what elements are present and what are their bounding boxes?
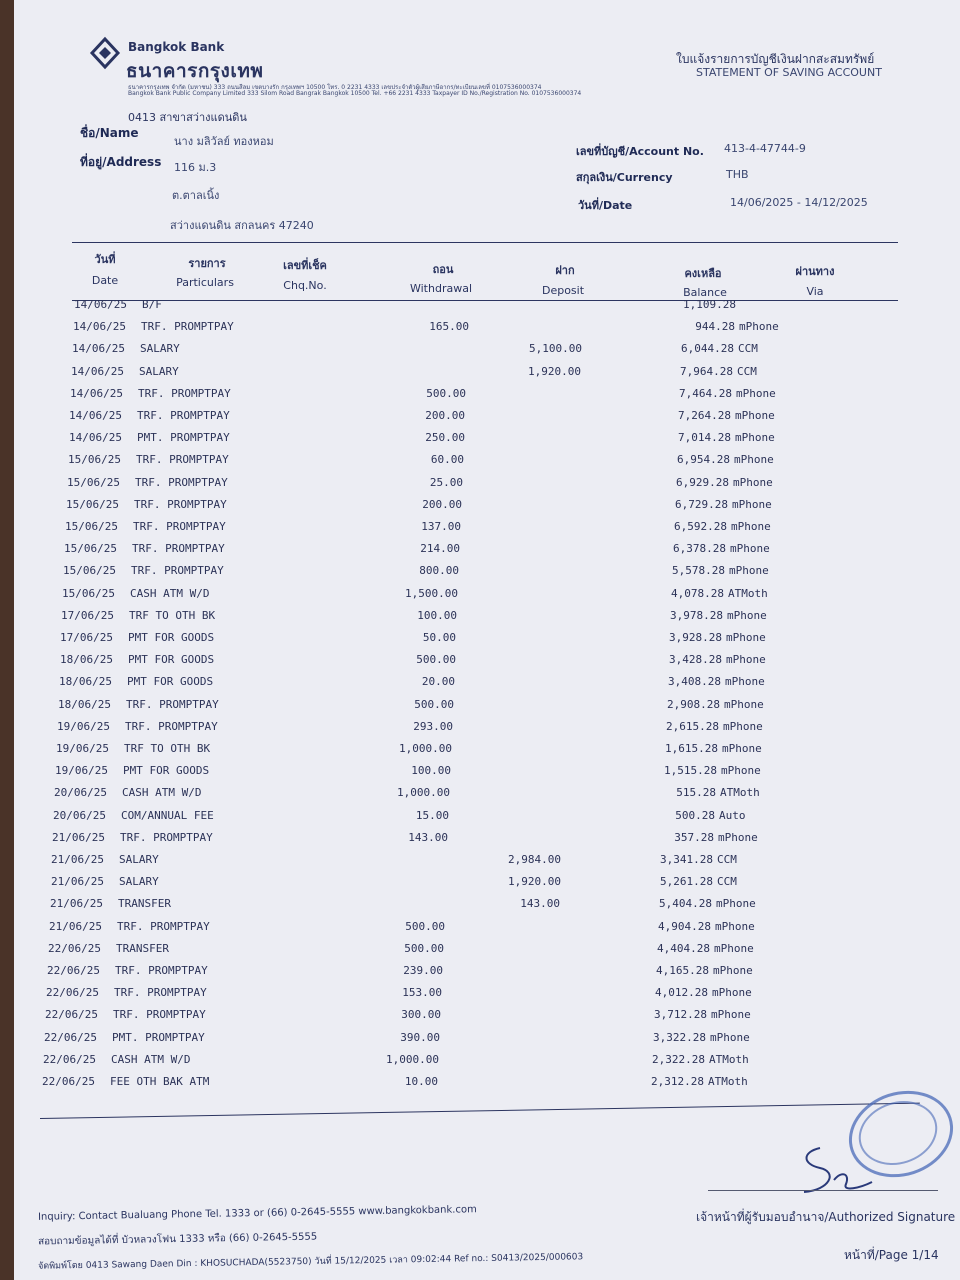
via-cell: mPhone [730, 542, 770, 556]
table-row [0, 453, 946, 469]
via-cell: mPhone [715, 919, 755, 933]
via-cell: ATMoth [709, 1052, 749, 1066]
balance-cell: 944.28 [695, 320, 735, 334]
header-balance-en: Balance [683, 286, 727, 299]
withdrawal-cell: 200.00 [425, 409, 465, 422]
via-cell: mPhone [731, 520, 771, 533]
balance-cell: 6,044.28 [681, 342, 734, 356]
balance-cell: 4,165.28 [656, 964, 709, 977]
table-row [0, 298, 946, 314]
particulars-cell: TRANSFER [118, 897, 171, 911]
date-label: วันที่/Date [578, 199, 633, 212]
particulars-cell: TRF. PROMPTPAY [114, 986, 207, 1000]
date-cell: 22/06/25 [45, 1008, 98, 1022]
particulars-cell: CASH ATM W/D [111, 1052, 191, 1066]
via-cell: CCM [717, 853, 737, 866]
date-cell: 15/06/25 [62, 586, 115, 600]
table-row [0, 698, 946, 714]
via-cell: CCM [737, 364, 757, 378]
particulars-cell: TRF. PROMPTPAY [141, 320, 234, 334]
particulars-cell: TRF. PROMPTPAY [126, 697, 219, 711]
withdrawal-cell: 1,000.00 [397, 786, 450, 800]
balance-cell: 1,515.28 [664, 764, 717, 778]
header-deposit-en: Deposit [541, 284, 585, 297]
withdrawal-cell: 100.00 [417, 608, 457, 622]
header-withdrawal-en: Withdrawal [409, 282, 472, 295]
table-row [0, 520, 946, 536]
header-withdrawal-th: ถอน [432, 263, 454, 276]
date-cell: 21/06/25 [49, 919, 102, 933]
date-cell: 22/06/25 [44, 1030, 97, 1044]
via-cell: mPhone [739, 320, 779, 334]
balance-cell: 3,978.28 [670, 608, 723, 622]
via-cell: mPhone [711, 1008, 751, 1022]
particulars-cell: TRF. PROMPTPAY [117, 919, 210, 933]
particulars-cell: SALARY [119, 853, 159, 866]
balance-cell: 3,408.28 [668, 675, 721, 689]
statement-title-th: ใบแจ้งรายการบัญชีเงินฝากสะสมทรัพย์ [676, 52, 875, 66]
footer-inquiry-en: Inquiry: Contact Bualuang Phone Tel. 1333 or (66) 0-2645-5555 www.bangkokbank.com [37, 1204, 477, 1223]
table-row [0, 1008, 946, 1024]
table-row [0, 942, 946, 958]
withdrawal-cell: 500.00 [414, 697, 454, 711]
header-via-th: ผ่านทาง [795, 265, 835, 278]
date-cell: 14/06/25 [71, 364, 124, 378]
particulars-cell: PMT FOR GOODS [123, 764, 210, 778]
date-cell: 20/06/25 [53, 808, 106, 822]
particulars-cell: SALARY [119, 875, 159, 889]
via-cell: mPhone [732, 497, 772, 511]
date-cell: 22/06/25 [42, 1075, 95, 1088]
address-line-1: 116 ม.3 [174, 161, 217, 174]
table-row [0, 831, 946, 847]
withdrawal-cell: 250.00 [425, 431, 465, 445]
table-row [0, 365, 946, 381]
via-cell: mPhone [725, 675, 765, 689]
withdrawal-cell: 60.00 [430, 453, 464, 467]
table-row [0, 675, 946, 691]
withdrawal-cell: 100.00 [411, 764, 451, 778]
particulars-cell: TRF. PROMPTPAY [138, 386, 231, 400]
particulars-cell: SALARY [139, 364, 179, 378]
date-cell: 18/06/25 [60, 653, 113, 667]
balance-cell: 3,712.28 [654, 1008, 707, 1022]
table-row [0, 897, 946, 913]
header-date-en: Date [91, 274, 119, 287]
particulars-cell: TRF TO OTH BK [129, 608, 216, 622]
header-balance-th: คงเหลือ [684, 267, 722, 280]
table-row [0, 764, 946, 780]
balance-cell: 5,578.28 [672, 564, 725, 578]
account-number: 413-4-47744-9 [724, 142, 806, 155]
date-cell: 14/06/25 [69, 431, 122, 445]
table-row [0, 653, 946, 669]
date-cell: 21/06/25 [50, 897, 103, 911]
via-cell: mPhone [716, 897, 756, 911]
date-cell: 19/06/25 [57, 719, 110, 733]
table-row [0, 631, 946, 647]
balance-cell: 6,378.28 [673, 542, 726, 556]
table-row [0, 1075, 946, 1091]
balance-cell: 3,428.28 [669, 653, 722, 667]
withdrawal-cell: 1,500.00 [405, 586, 458, 600]
withdrawal-cell: 800.00 [419, 564, 459, 578]
particulars-cell: TRF. PROMPTPAY [120, 830, 213, 844]
date-cell: 14/06/25 [73, 320, 126, 334]
particulars-cell: CASH ATM W/D [130, 586, 210, 600]
table-row [0, 875, 946, 891]
withdrawal-cell: 153.00 [402, 986, 442, 1000]
balance-cell: 7,464.28 [679, 386, 732, 400]
via-cell: mPhone [723, 719, 763, 733]
bangkok-bank-logo-icon [88, 36, 122, 70]
particulars-cell: SALARY [140, 342, 180, 356]
particulars-cell: CASH ATM W/D [122, 786, 202, 800]
particulars-cell: TRF. PROMPTPAY [125, 719, 218, 733]
via-cell: mPhone [714, 941, 754, 955]
date-cell: 15/06/25 [67, 475, 120, 489]
balance-cell: 6,954.28 [677, 453, 730, 467]
withdrawal-cell: 1,000.00 [399, 742, 452, 755]
table-row [0, 587, 946, 603]
date-cell: 22/06/25 [43, 1052, 96, 1066]
date-cell: 15/06/25 [63, 564, 116, 578]
balance-cell: 6,929.28 [676, 475, 729, 489]
date-cell: 22/06/25 [46, 986, 99, 1000]
table-row [0, 387, 946, 403]
date-cell: 15/06/25 [68, 453, 121, 467]
date-cell: 22/06/25 [47, 964, 100, 977]
via-cell: mPhone [712, 986, 752, 1000]
page-number: หน้าที่/Page 1/14 [844, 1248, 939, 1262]
table-row [0, 920, 946, 936]
date-cell: 18/06/25 [59, 675, 112, 689]
particulars-cell: TRF. PROMPTPAY [135, 475, 228, 489]
particulars-cell: TRF. PROMPTPAY [136, 453, 229, 467]
withdrawal-cell: 293.00 [413, 719, 453, 733]
via-cell: mPhone [736, 386, 776, 400]
table-top-rule [72, 242, 898, 243]
particulars-cell: TRF. PROMPTPAY [134, 497, 227, 511]
via-cell: CCM [738, 342, 758, 356]
particulars-cell: B/F [142, 298, 162, 311]
via-cell: mPhone [721, 764, 761, 778]
date-cell: 15/06/25 [66, 497, 119, 511]
withdrawal-cell: 15.00 [415, 808, 449, 822]
particulars-cell: TRF. PROMPTPAY [115, 964, 208, 977]
date-cell: 14/06/25 [74, 298, 127, 311]
table-row [0, 409, 946, 425]
balance-cell: 515.28 [676, 786, 716, 800]
header-chq-en: Chq.No. [283, 279, 327, 292]
date-range: 14/06/2025 - 14/12/2025 [730, 196, 868, 209]
via-cell: mPhone [710, 1030, 750, 1044]
via-cell: mPhone [729, 564, 769, 578]
via-cell: mPhone [713, 964, 753, 977]
account-number-label: เลขที่บัญชี/Account No. [576, 145, 704, 158]
balance-cell: 500.28 [675, 808, 715, 822]
withdrawal-cell: 214.00 [420, 542, 460, 556]
balance-cell: 7,014.28 [678, 431, 731, 445]
via-cell: mPhone [724, 697, 764, 711]
particulars-cell: PMT FOR GOODS [128, 631, 215, 644]
bank-name-en: Bangkok Bank [128, 40, 225, 54]
balance-cell: 7,964.28 [680, 364, 733, 378]
withdrawal-cell: 165.00 [429, 320, 469, 334]
balance-cell: 7,264.28 [678, 409, 731, 422]
table-row [0, 786, 946, 802]
date-cell: 17/06/25 [60, 631, 113, 644]
balance-cell: 3,928.28 [669, 631, 722, 644]
balance-cell: 2,322.28 [652, 1052, 705, 1066]
via-cell: mPhone [735, 409, 775, 422]
header-via-en: Via [806, 285, 824, 298]
particulars-cell: PMT FOR GOODS [128, 653, 215, 667]
currency-value: THB [726, 168, 749, 181]
bank-name-th: ธนาคารกรุงเทพ [126, 60, 264, 82]
particulars-cell: COM/ANNUAL FEE [121, 808, 214, 822]
withdrawal-cell: 25.00 [429, 475, 463, 489]
particulars-cell: TRF. PROMPTPAY [113, 1008, 206, 1022]
header-date-th: วันที่ [94, 253, 116, 266]
withdrawal-cell: 390.00 [400, 1030, 440, 1044]
address-line-2: ต.ตาลเนิ้ง [172, 189, 220, 202]
date-cell: 14/06/25 [70, 386, 123, 400]
statement-title-en: STATEMENT OF SAVING ACCOUNT [696, 66, 882, 79]
withdrawal-cell: 1,000.00 [386, 1052, 439, 1066]
address-label: ที่อยู่/Address [80, 155, 162, 169]
withdrawal-cell: 20.00 [421, 675, 455, 689]
date-cell: 21/06/25 [51, 853, 104, 866]
balance-cell: 5,404.28 [659, 897, 712, 911]
table-row [0, 609, 946, 625]
balance-cell: 4,904.28 [658, 919, 711, 933]
date-cell: 19/06/25 [55, 764, 108, 778]
branch-name: 0413 สาขาสว่างแดนดิน [128, 111, 247, 124]
header-particulars-en: Particulars [176, 276, 234, 289]
withdrawal-cell: 500.00 [404, 941, 444, 955]
via-cell: mPhone [722, 742, 762, 755]
balance-cell: 4,012.28 [655, 986, 708, 1000]
table-row [0, 1031, 946, 1047]
particulars-cell: TRANSFER [116, 941, 169, 955]
bank-address-en: Bangkok Bank Public Company Limited 333 Silom Road Bangrak Bangkok 10500 Tel. +66 2231 4333 Taxpayer ID No./Registration No. 0107536000374 [128, 90, 582, 97]
balance-cell: 3,341.28 [660, 853, 713, 866]
withdrawal-cell: 137.00 [421, 520, 461, 533]
date-cell: 15/06/25 [64, 542, 117, 556]
signature-line [708, 1190, 938, 1191]
table-row [0, 964, 946, 980]
signature-label: เจ้าหน้าที่ผู้รับมอบอำนาจ/Authorized Signature [696, 1210, 956, 1224]
date-cell: 18/06/25 [58, 697, 111, 711]
particulars-cell: TRF TO OTH BK [124, 742, 211, 755]
address-line-3: สว่างแดนดิน สกลนคร 47240 [170, 219, 314, 232]
deposit-cell: 1,920.00 [528, 364, 581, 378]
table-row [0, 320, 946, 336]
balance-cell: 1,109.28 [683, 298, 736, 311]
table-row [0, 431, 946, 447]
withdrawal-cell: 300.00 [401, 1008, 441, 1022]
via-cell: ATMoth [728, 586, 768, 600]
balance-cell: 4,404.28 [657, 941, 710, 955]
particulars-cell: TRF. PROMPTPAY [137, 409, 230, 422]
deposit-cell: 143.00 [520, 897, 560, 911]
withdrawal-cell: 500.00 [426, 386, 466, 400]
withdrawal-cell: 143.00 [408, 830, 448, 844]
date-cell: 15/06/25 [65, 520, 118, 533]
via-cell: mPhone [735, 431, 775, 445]
footer-inquiry-th: สอบถามข้อมูลได้ที่ บัวหลวงโฟน 1333 หรือ (66) 0-2645-5555 [37, 1231, 318, 1248]
via-cell: mPhone [727, 608, 767, 622]
date-cell: 21/06/25 [51, 875, 104, 889]
bank-address-th: ธนาคารกรุงเทพ จำกัด (มหาชน) 333 ถนนสีลม เขตบางรัก กรุงเทพฯ 10500 โทร. 0 2231 4333 เลขประจำตัวผู้เสียภาษีอากร/ทะเบียนเลขที่ 0107536000374 [128, 84, 542, 91]
withdrawal-cell: 10.00 [404, 1075, 438, 1088]
particulars-cell: TRF. PROMPTPAY [132, 542, 225, 556]
withdrawal-cell: 239.00 [403, 964, 443, 977]
date-cell: 14/06/25 [69, 409, 122, 422]
particulars-cell: FEE OTH BAK ATM [110, 1075, 210, 1088]
particulars-cell: PMT. PROMPTPAY [112, 1030, 205, 1044]
table-row [0, 809, 946, 825]
header-deposit-th: ฝาก [555, 264, 575, 277]
via-cell: mPhone [726, 653, 766, 667]
balance-cell: 6,592.28 [674, 520, 727, 533]
date-cell: 21/06/25 [52, 830, 105, 844]
table-row [0, 986, 946, 1002]
date-cell: 22/06/25 [48, 941, 101, 955]
name-label: ชื่อ/Name [80, 126, 139, 140]
signature-icon [790, 1140, 890, 1200]
via-cell: mPhone [726, 631, 766, 644]
currency-label: สกุลเงิน/Currency [576, 171, 673, 184]
balance-cell: 3,322.28 [653, 1030, 706, 1044]
balance-cell: 2,312.28 [651, 1075, 704, 1088]
withdrawal-cell: 200.00 [422, 497, 462, 511]
table-row [0, 542, 946, 558]
via-cell: CCM [717, 875, 737, 889]
header-chq-th: เลขที่เช็ค [283, 259, 327, 272]
table-row [0, 853, 946, 869]
deposit-cell: 1,920.00 [508, 875, 561, 889]
customer-name: นาง มลิวัลย์ ทองหอม [174, 135, 274, 148]
via-cell: mPhone [733, 475, 773, 489]
via-cell: mPhone [734, 453, 774, 467]
particulars-cell: TRF. PROMPTPAY [131, 564, 224, 578]
deposit-cell: 2,984.00 [508, 853, 561, 866]
date-cell: 19/06/25 [56, 742, 109, 755]
table-row [0, 564, 946, 580]
balance-cell: 2,908.28 [667, 697, 720, 711]
balance-cell: 2,615.28 [666, 719, 719, 733]
deposit-cell: 5,100.00 [529, 342, 582, 356]
table-row [0, 720, 946, 736]
withdrawal-cell: 500.00 [405, 919, 445, 933]
table-row [0, 476, 946, 492]
balance-cell: 5,261.28 [660, 875, 713, 889]
date-cell: 17/06/25 [61, 608, 114, 622]
table-row [0, 498, 946, 514]
date-cell: 20/06/25 [54, 786, 107, 800]
footer-printed-by: จัดพิมพ์โดย 0413 Sawang Daen Din : KHOSUCHADA(5523750) วันที่ 15/12/2025 เวลา 09:02:44 Ref no.: S0413/2025/000603 [37, 1252, 584, 1272]
via-cell: Auto [719, 808, 746, 822]
via-cell: mPhone [718, 830, 758, 844]
balance-cell: 6,729.28 [675, 497, 728, 511]
balance-cell: 357.28 [674, 830, 714, 844]
table-row [0, 342, 946, 358]
table-row [0, 1053, 946, 1069]
date-cell: 14/06/25 [72, 342, 125, 356]
particulars-cell: PMT FOR GOODS [127, 675, 214, 689]
balance-cell: 1,615.28 [665, 742, 718, 755]
withdrawal-cell: 500.00 [416, 653, 456, 667]
balance-cell: 4,078.28 [671, 586, 724, 600]
particulars-cell: PMT. PROMPTPAY [137, 431, 230, 445]
header-particulars-th: รายการ [188, 257, 226, 270]
table-row [0, 742, 946, 758]
withdrawal-cell: 50.00 [422, 631, 456, 644]
via-cell: ATMoth [708, 1075, 748, 1088]
via-cell: ATMoth [720, 786, 760, 800]
particulars-cell: TRF. PROMPTPAY [133, 520, 226, 533]
